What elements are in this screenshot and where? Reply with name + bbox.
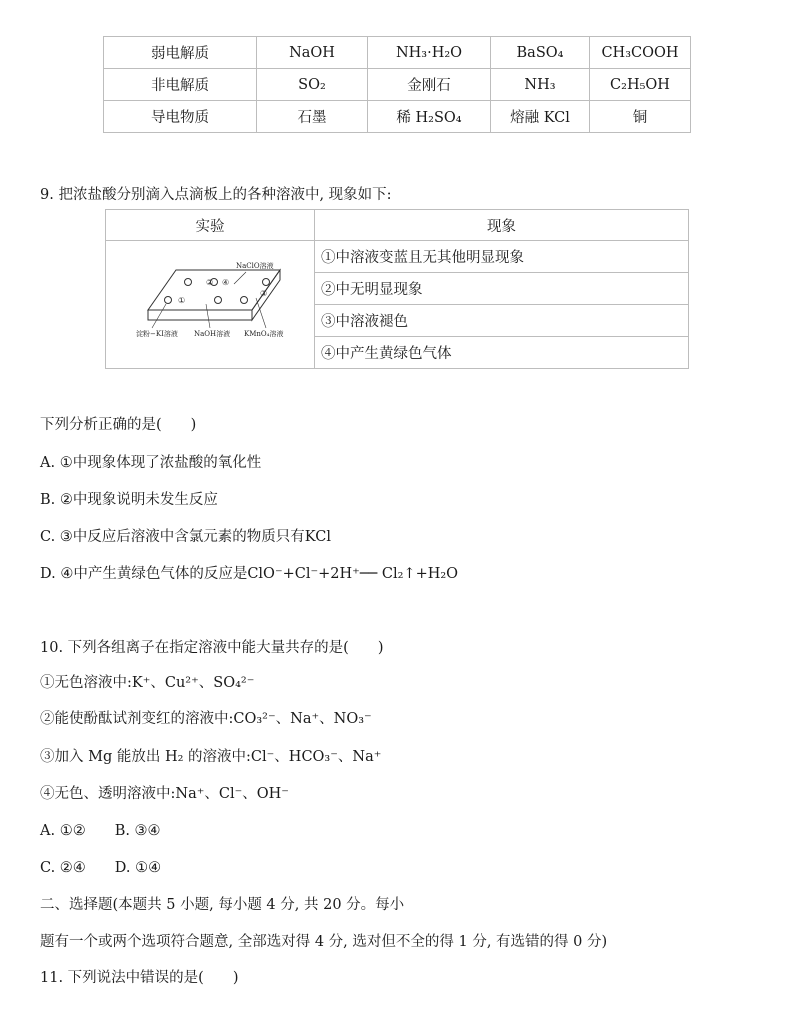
observation-2: ②中无明显现象 — [315, 273, 689, 305]
row-label: 导电物质 — [104, 101, 257, 133]
q10-item-4: ④无色、透明溶液中:Na⁺、Cl⁻、OH⁻ — [40, 786, 289, 802]
experiment-table — [105, 209, 689, 369]
header-observation: 现象 — [315, 210, 689, 241]
row-label: 非电解质 — [104, 69, 257, 101]
table-cell: CH₃COOH — [590, 37, 691, 69]
q9-question: 下列分析正确的是( ) — [40, 417, 197, 433]
row-label: 弱电解质 — [104, 37, 257, 69]
table-cell: 稀 H₂SO₄ — [368, 101, 491, 133]
q10-item-2: ②能使酚酞试剂变红的溶液中:CO₃²⁻、Na⁺、NO₃⁻ — [40, 711, 372, 727]
table-cell: 金刚石 — [368, 69, 491, 101]
label-naclo: NaClO溶液 — [236, 261, 274, 270]
table-header-row — [106, 210, 689, 241]
classification-table — [103, 36, 691, 133]
section2-line-1: 二、选择题(本题共 5 小题, 每小题 4 分, 共 20 分。每小 — [40, 897, 405, 913]
label-naoh: NaOH溶液 — [194, 329, 231, 338]
q9-option-b[interactable]: B. ②中现象说明未发生反应 — [40, 492, 218, 508]
label-kmno4: KMnO₄溶液 — [244, 329, 284, 338]
table-cell: 石墨 — [257, 101, 368, 133]
q10-item-1: ①无色溶液中:K⁺、Cu²⁺、SO₄²⁻ — [40, 675, 255, 691]
q10-options-row-1[interactable]: A. ①② B. ③④ — [40, 823, 161, 839]
table-row — [104, 69, 691, 101]
q9-option-a[interactable]: A. ①中现象体现了浓盐酸的氧化性 — [40, 455, 262, 471]
observation-3: ③中溶液褪色 — [315, 305, 689, 337]
marker-4: ④ — [222, 277, 230, 287]
q10-options-row-2[interactable]: C. ②④ D. ①④ — [40, 860, 162, 876]
marker-3: ③ — [260, 288, 268, 298]
q9-option-c[interactable]: C. ③中反应后溶液中含氯元素的物质只有KCl — [40, 529, 331, 545]
label-starch-ki: 淀粉−KI溶液 — [136, 329, 178, 338]
table-cell: SO₂ — [257, 69, 368, 101]
table-row — [106, 241, 689, 273]
observation-1: ①中溶液变蓝且无其他明显现象 — [315, 241, 689, 273]
table-cell: NH₃·H₂O — [368, 37, 491, 69]
observation-4: ④中产生黄绿色气体 — [315, 337, 689, 369]
marker-2: ② — [206, 277, 214, 287]
table-row — [104, 101, 691, 133]
table-cell: NH₃ — [491, 69, 590, 101]
header-experiment: 实验 — [106, 210, 315, 241]
marker-1: ① — [178, 295, 186, 305]
q10-item-3: ③加入 Mg 能放出 H₂ 的溶液中:Cl⁻、HCO₃⁻、Na⁺ — [40, 749, 382, 765]
table-cell: C₂H₅OH — [590, 69, 691, 101]
table-cell: 铜 — [590, 101, 691, 133]
table-cell: BaSO₄ — [491, 37, 590, 69]
q11-stem: 11. 下列说法中错误的是( ) — [40, 970, 239, 986]
section2-line-2: 题有一个或两个选项符合题意, 全部选对得 4 分, 选对但不全的得 1 分, 有选错的得 0 分) — [40, 934, 608, 950]
table-row — [104, 37, 691, 69]
q9-option-d[interactable]: D. ④中产生黄绿色气体的反应是ClO⁻+Cl⁻+2H⁺── Cl₂↑+H₂O — [40, 566, 459, 582]
table-cell: NaOH — [257, 37, 368, 69]
q10-stem: 10. 下列各组离子在指定溶液中能大量共存的是( ) — [40, 640, 384, 656]
spot-plate-figure — [106, 242, 314, 368]
table-cell: 熔融 KCl — [491, 101, 590, 133]
experiment-figure-cell — [106, 241, 315, 369]
q9-stem: 9. 把浓盐酸分别滴入点滴板上的各种溶液中, 现象如下: — [40, 187, 392, 203]
